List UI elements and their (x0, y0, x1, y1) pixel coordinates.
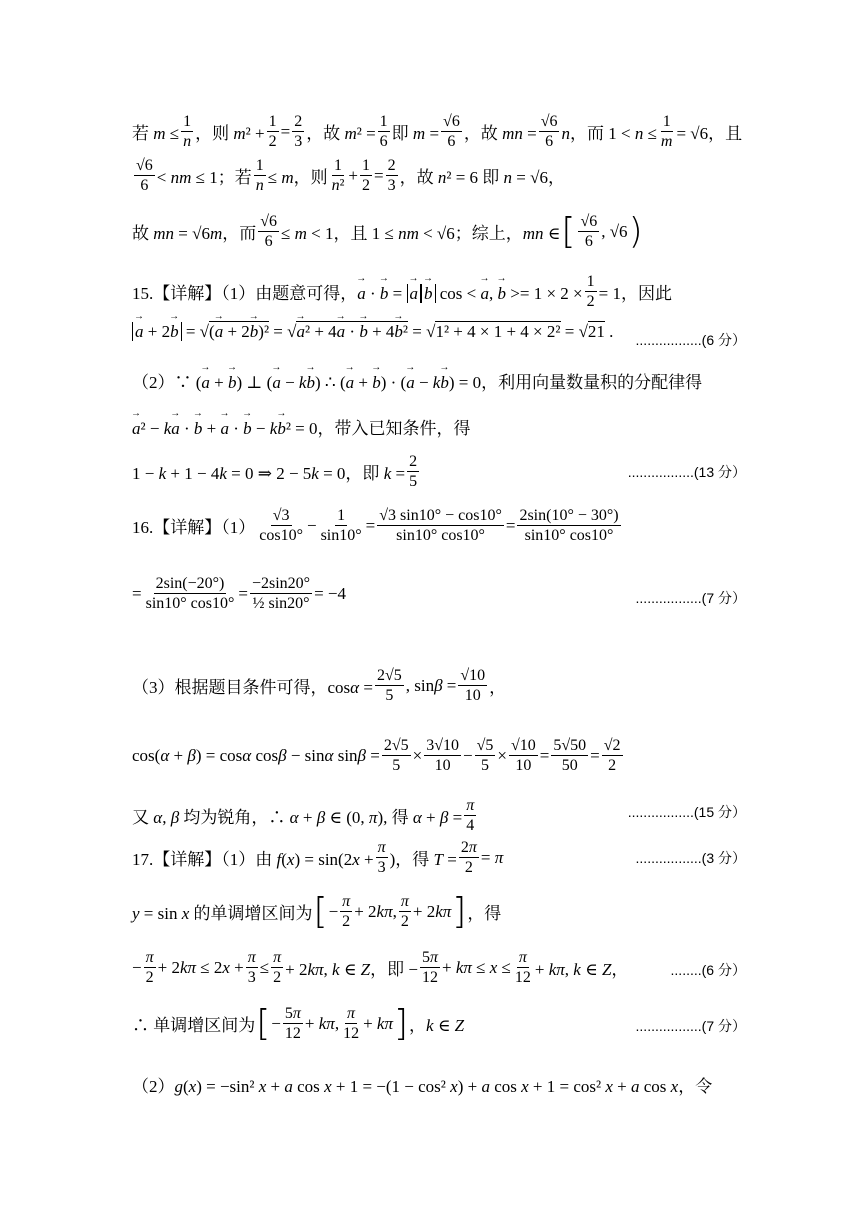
score-marker-7b: .................(7 分） (635, 1018, 746, 1034)
score-marker-6b: ........(6 分） (670, 962, 746, 978)
solution-line-15: y = sin x 的单调增区间为 [ − $\frac{\pi}{2}$ + 2kπ, $\frac{\pi}{2}$ + 2kπ ] ，得 (132, 890, 502, 932)
solution-line-6: （2）∵ (→ a + → b) ⊥ (→ a − k→ b) ∴ (→ a + → b) · (→ a − k→ b) = 0，利用向量数量积的分配律得 (132, 368, 702, 393)
solution-line-14: 17.【详解】（1）由 f(x) = sin(2x + $\frac{\pi}{3}$ )，得 T = $\frac{2\pi}{2}$ = π (132, 839, 504, 877)
solution-line-13: 又 α, β 均为锐角，∴ α + β ∈ (0, π), 得 α + β = $\frac{\pi}{4}$ (132, 797, 475, 835)
score-marker-3: .................(3 分） (635, 850, 746, 866)
solution-line-11: （3）根据题目条件可得，cosα = $\frac{2√5}{5}$ , sinβ = $\frac{√10}{10}$ ， (132, 667, 507, 705)
solution-line-18: （2）g(x) = −sin² x + a cos x + 1 = −(1 − cos² x) + a cos x + 1 = cos² x + a cos x，令 (132, 1077, 713, 1096)
solution-line-16: − $\frac{\pi}{2}$ + 2kπ ≤ 2x + $\frac{\pi}{3}$ ≤ $\frac{\pi}{2}$ + 2kπ, k ∈ Z，即 − $\frac{5\pi}{12}$ + kπ ≤ x ≤ $\frac{\pi}{12}$ + kπ, k ∈ Z， (132, 949, 629, 987)
solution-line-3: 故 mn = √6m，而 $\frac{√6}{6}$ ≤ m < 1，且 1 ≤ nm < √6；综上，mn ∈ [ $\frac{√6}{6}$ , √6 ) (132, 210, 643, 252)
solution-line-1: 若 m ≤ $\frac{1}{n}$ ，则 m² + $\frac{1}{2}$ = $\frac{2}{3}$ ，故 m² = $\frac{1}{6}$ 即 m = $\frac{√6}{6}$ ，故 mn = $\frac{√6}{6}$ n，而 1 < n ≤ $\frac{1}{m}$ = √6，且 (132, 113, 743, 151)
solution-line-7: → a² − k→ a · → b + → a · → b − k→ b² = 0，带入已知条件，得 (132, 414, 471, 439)
solution-line-9: 16.【详解】（1） $\frac{√3}{\cos 10^\circ}$ − $\frac{1}{\sin 10^\circ}$ = $\frac{√3 \sin 10^\circ - \cos 10^\circ}{\sin 10^\circ \cos 10^\circ}$ = $\frac{2\sin(10^\circ - 30^\circ)}{\sin 10^\circ \cos 10^\circ}$ (132, 507, 619, 545)
score-marker-7a: .................(7 分） (635, 590, 746, 606)
score-marker-6: .................(6 分） (635, 332, 746, 348)
solution-line-5: → a + 2→ b = √(→ a + 2→ b)² = √→ a² + 4→ a · → b + 4→ b² = √1² + 4 × 1 + 4 × 2² = √21 . (132, 322, 613, 342)
solution-line-17: ∴ 单调增区间为 [ − $\frac{5\pi}{12}$ + kπ, $\frac{\pi}{12}$ + kπ ] ，k ∈ Z (132, 1002, 465, 1044)
solution-line-4: 15.【详解】（1）由题意可得，→ a · → b = → a→ b cos < → a, → b >= 1 × 2 × $\frac{1}{2}$ = 1，因此 (132, 272, 672, 311)
solution-line-12: cos(α + β) = cosα cosβ − sinα sinβ = $\frac{2√5}{5}$ × $\frac{3√10}{10}$ − $\frac{√5}{5}$ × $\frac{√10}{10}$ = $\frac{5√50}{50}$ = $\frac{√2}{2}$ (132, 737, 621, 775)
solution-line-8: 1 − k + 1 − 4k = 0 ⇒ 2 − 5k = 0，即 k = $\frac{2}{5}$ (132, 453, 418, 491)
score-marker-13: .................(13 分） (627, 464, 746, 480)
solution-line-2: $\frac{√6}{6}$ < nm ≤ 1；若 $\frac{1}{n}$ ≤ m，则 $\frac{1}{\text{n²}}$ + $\frac{1}{2}$ = $\frac{2}{3}$ ，故 n² = 6 即 n = √6， (136, 157, 565, 195)
solution-line-10: = $\frac{2\sin(-20^\circ)}{\sin 10^\circ \cos 10^\circ}$ = $\frac{-2\sin 20^\circ}{\text{½ sin20°}}$ = −4 (132, 575, 347, 613)
score-marker-15: .................(15 分） (627, 804, 746, 820)
